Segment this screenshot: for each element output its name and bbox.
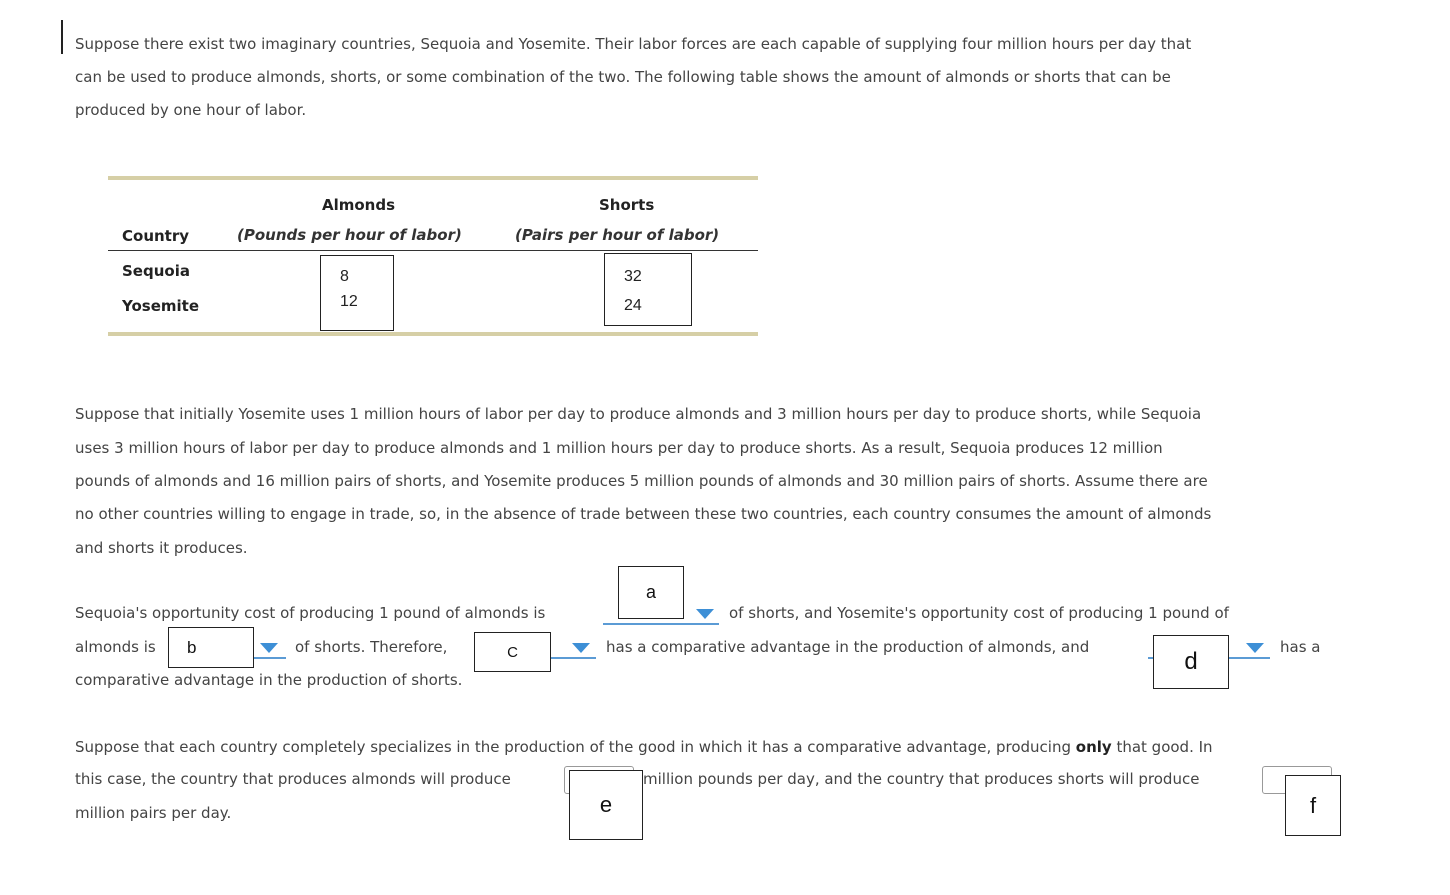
- shorts-yosemite: 24: [624, 297, 642, 314]
- q2-seg1a: Suppose that each country completely specializes in the production of the good in which it has a comparative advantage, producing: [75, 738, 1076, 756]
- label-box-d: d: [1153, 635, 1229, 689]
- label-box-a: a: [618, 566, 684, 619]
- q2-line-1: [75, 738, 1213, 756]
- dropdown-d-caret-icon[interactable]: [1246, 643, 1264, 653]
- dropdown-b-caret-icon[interactable]: [260, 643, 278, 653]
- q2-seg2: this case, the country that produces almonds will produce: [75, 770, 511, 788]
- label-box-b: b: [168, 627, 254, 668]
- q1-seg6: has a: [1280, 638, 1321, 656]
- q2-seg1c: that good. In: [1111, 738, 1213, 756]
- label-box-c: C: [474, 632, 551, 672]
- shorts-values-box: [604, 253, 692, 326]
- table-header-line: [108, 250, 758, 251]
- header-shorts-unit: (Pairs per hour of labor): [515, 226, 720, 244]
- q1-seg2: of shorts, and Yosemite's opportunity cost of producing 1 pound of: [729, 604, 1229, 622]
- row-country-yosemite: Yosemite: [122, 297, 200, 315]
- dropdown-a-caret-icon[interactable]: [696, 609, 714, 619]
- scenario-line-3: pounds of almonds and 16 million pairs of shorts, and Yosemite produces 5 million pounds of almonds and 30 million pairs of shorts. Assume there are: [75, 472, 1208, 490]
- intro-line-1: Suppose there exist two imaginary countries, Sequoia and Yosemite. Their labor forces are each capable of supplying four million hours per day that: [75, 35, 1192, 53]
- dropdown-a-underline[interactable]: [603, 623, 719, 625]
- row-country-sequoia: Sequoia: [122, 262, 190, 280]
- header-almonds-unit: (Pounds per hour of labor): [237, 226, 462, 244]
- header-almonds: Almonds: [322, 196, 396, 214]
- q2-seg4: million pairs per day.: [75, 804, 232, 822]
- header-shorts: Shorts: [599, 196, 655, 214]
- shorts-sequoia: 32: [624, 268, 642, 285]
- q1-seg4: of shorts. Therefore,: [295, 638, 448, 656]
- almonds-yosemite: 12: [340, 293, 358, 310]
- q2-emphasis-only: only: [1075, 738, 1112, 756]
- scenario-line-4: no other countries willing to engage in trade, so, in the absence of trade between these two countries, each country consumes the amount of almonds: [75, 505, 1212, 523]
- scenario-line-2: uses 3 million hours of labor per day to produce almonds and 1 million hours per day to produce shorts. As a result, Sequoia produces 12 million: [75, 439, 1163, 457]
- header-country: Country: [122, 227, 190, 245]
- dropdown-c-caret-icon[interactable]: [572, 643, 590, 653]
- intro-line-2: can be used to produce almonds, shorts, or some combination of the two. The following table shows the amount of almonds or shorts that can be: [75, 68, 1171, 86]
- intro-line-3: produced by one hour of labor.: [75, 101, 307, 119]
- text-cursor: [61, 20, 63, 54]
- q1-seg5: has a comparative advantage in the production of almonds, and: [606, 638, 1090, 656]
- table-bottom-rule: [108, 332, 758, 336]
- q1-seg7: comparative advantage in the production of shorts.: [75, 671, 463, 689]
- almonds-sequoia: 8: [340, 268, 349, 285]
- scenario-line-1: Suppose that initially Yosemite uses 1 million hours of labor per day to produce almonds and 3 million hours per day to produce shorts, while Sequoia: [75, 405, 1202, 423]
- q1-seg3: almonds is: [75, 638, 156, 656]
- q2-seg3: million pounds per day, and the country that produces shorts will produce: [643, 770, 1200, 788]
- table-top-rule: [108, 176, 758, 180]
- label-box-f: f: [1285, 775, 1341, 836]
- label-box-e: e: [569, 770, 643, 840]
- scenario-line-5: and shorts it produces.: [75, 539, 248, 557]
- q1-seg1: Sequoia's opportunity cost of producing 1 pound of almonds is: [75, 604, 546, 622]
